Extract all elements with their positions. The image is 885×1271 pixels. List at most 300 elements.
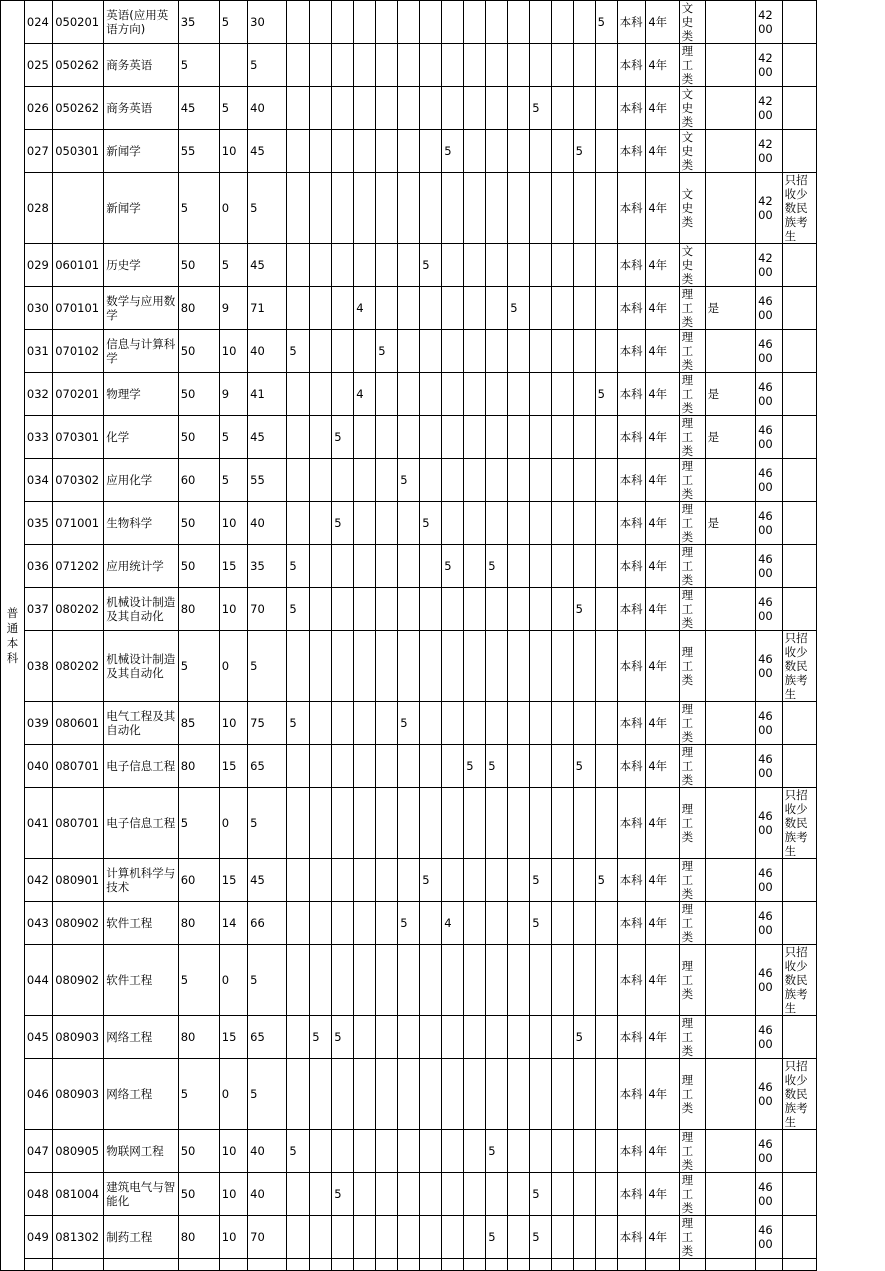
table-cell: 4200	[756, 1, 783, 44]
table-cell: 10	[219, 330, 247, 373]
table-cell	[782, 287, 816, 330]
table-cell	[442, 44, 464, 87]
table-cell	[486, 859, 508, 902]
table-cell	[508, 1059, 530, 1130]
table-row	[1, 244, 885, 287]
table-cell: 41	[248, 373, 287, 416]
table-cell	[420, 373, 442, 416]
table-cell: 5	[332, 416, 354, 459]
table-cell	[486, 416, 508, 459]
table-cell	[595, 545, 617, 588]
table-cell	[420, 631, 442, 702]
table-cell: 026	[24, 87, 52, 130]
table-cell: 50	[178, 502, 219, 545]
table-cell: 50	[178, 545, 219, 588]
table-cell: 080601	[53, 702, 104, 745]
table-cell: 本科	[617, 244, 646, 287]
table-cell: 10	[219, 502, 247, 545]
table-cell: 本科	[617, 1016, 646, 1059]
table-cell: 80	[178, 1216, 219, 1259]
table-cell	[332, 745, 354, 788]
table-cell: 4年	[646, 130, 679, 173]
table-cell	[287, 1059, 310, 1130]
table-cell	[705, 902, 756, 945]
table-cell: 10	[219, 588, 247, 631]
table-cell	[464, 502, 486, 545]
table-cell	[595, 244, 617, 287]
table-cell: 70	[248, 1216, 287, 1259]
table-cell	[508, 859, 530, 902]
table-cell	[287, 244, 310, 287]
table-cell	[219, 44, 247, 87]
table-cell	[508, 1130, 530, 1173]
table-cell	[782, 330, 816, 373]
table-cell	[354, 902, 376, 945]
table-cell: 55	[248, 459, 287, 502]
table-cell	[464, 859, 486, 902]
table-cell: 080902	[53, 945, 104, 1016]
table-cell	[705, 1216, 756, 1259]
table-cell: 5	[486, 545, 508, 588]
table-cell: 物联网工程	[104, 1130, 179, 1173]
table-cell: 本科	[617, 1173, 646, 1216]
table-cell: 5	[398, 902, 420, 945]
table-cell	[595, 945, 617, 1016]
table-cell	[398, 545, 420, 588]
table-cell	[310, 459, 332, 502]
table-cell: 15	[219, 859, 247, 902]
table-row	[1, 545, 885, 588]
table-cell: 本科	[617, 459, 646, 502]
table-cell	[287, 502, 310, 545]
table-cell: 信息与计算科学	[104, 330, 179, 373]
table-row	[1, 902, 885, 945]
table-cell: 0	[219, 945, 247, 1016]
table-cell	[705, 173, 756, 244]
table-cell: 80	[178, 902, 219, 945]
table-cell	[310, 44, 332, 87]
table-cell: 5	[530, 1216, 552, 1259]
table-cell: 4600	[756, 945, 783, 1016]
table-cell	[376, 1130, 398, 1173]
table-cell	[552, 1173, 573, 1216]
table-cell	[530, 44, 552, 87]
table-cell	[486, 87, 508, 130]
table-cell	[530, 1059, 552, 1130]
table-cell: 本科	[617, 173, 646, 244]
table-cell	[310, 173, 332, 244]
table-cell	[332, 631, 354, 702]
table-cell	[679, 1259, 705, 1271]
table-cell	[442, 631, 464, 702]
table-cell	[573, 945, 595, 1016]
table-cell: 本科	[617, 373, 646, 416]
table-cell	[486, 1059, 508, 1130]
table-cell	[595, 902, 617, 945]
table-cell: 5	[573, 745, 595, 788]
table-cell	[782, 588, 816, 631]
table-cell	[464, 1, 486, 44]
table-cell: 50	[178, 373, 219, 416]
table-cell	[782, 502, 816, 545]
table-cell	[287, 44, 310, 87]
table-cell	[782, 1016, 816, 1059]
table-cell: 物理学	[104, 373, 179, 416]
table-cell: 本科	[617, 745, 646, 788]
table-cell	[376, 373, 398, 416]
table-cell	[376, 1259, 398, 1271]
table-cell: 5	[310, 1016, 332, 1059]
table-cell	[310, 87, 332, 130]
table-cell: 4600	[756, 1059, 783, 1130]
table-cell: 4年	[646, 745, 679, 788]
table-cell: 本科	[617, 1059, 646, 1130]
table-cell	[420, 1, 442, 44]
table-cell	[705, 945, 756, 1016]
table-cell	[219, 1259, 247, 1271]
table-cell	[442, 745, 464, 788]
table-cell	[464, 330, 486, 373]
table-cell	[486, 373, 508, 416]
table-cell	[530, 130, 552, 173]
table-row	[1, 702, 885, 745]
table-cell: 软件工程	[104, 945, 179, 1016]
table-cell	[508, 945, 530, 1016]
table-cell	[486, 1, 508, 44]
table-cell	[332, 373, 354, 416]
table-cell	[376, 1016, 398, 1059]
table-cell	[398, 1259, 420, 1271]
table-cell: 是	[705, 287, 756, 330]
table-cell	[508, 631, 530, 702]
table-cell	[508, 1, 530, 44]
table-cell	[552, 416, 573, 459]
table-cell: 5	[287, 545, 310, 588]
table-cell	[530, 373, 552, 416]
table-cell: 理工类	[679, 1059, 705, 1130]
table-row	[1, 330, 885, 373]
table-cell: 本科	[617, 1, 646, 44]
table-cell	[573, 416, 595, 459]
table-cell: 5	[248, 44, 287, 87]
table-cell	[464, 631, 486, 702]
table-cell: 4600	[756, 1130, 783, 1173]
table-cell	[310, 588, 332, 631]
table-cell: 025	[24, 44, 52, 87]
table-cell	[442, 173, 464, 244]
table-cell: 4年	[646, 588, 679, 631]
table-cell: 40	[248, 1173, 287, 1216]
table-cell	[705, 859, 756, 902]
table-cell: 理工类	[679, 702, 705, 745]
table-cell	[782, 459, 816, 502]
category-label: 普通本科	[6, 605, 19, 665]
table-cell	[530, 702, 552, 745]
table-cell	[464, 459, 486, 502]
table-cell	[420, 287, 442, 330]
table-cell: 5	[530, 87, 552, 130]
table-cell	[354, 545, 376, 588]
table-cell	[442, 1173, 464, 1216]
table-cell: 生物科学	[104, 502, 179, 545]
table-cell: 50	[178, 244, 219, 287]
table-cell: 4年	[646, 244, 679, 287]
table-cell: 文史类	[679, 130, 705, 173]
table-cell	[486, 44, 508, 87]
table-cell	[573, 859, 595, 902]
table-cell	[530, 502, 552, 545]
table-cell	[573, 1059, 595, 1130]
table-cell: 5	[398, 702, 420, 745]
table-cell	[595, 87, 617, 130]
table-cell: 5	[442, 545, 464, 588]
table-cell	[595, 745, 617, 788]
table-cell	[782, 545, 816, 588]
table-cell: 5	[332, 502, 354, 545]
table-row	[1, 1, 885, 44]
table-cell	[464, 1016, 486, 1059]
table-cell	[287, 173, 310, 244]
table-cell	[595, 631, 617, 702]
table-cell: 4年	[646, 373, 679, 416]
table-row	[1, 416, 885, 459]
table-cell: 5	[287, 1130, 310, 1173]
table-cell	[595, 1173, 617, 1216]
table-cell: 60	[178, 459, 219, 502]
table-cell	[420, 1173, 442, 1216]
table-cell	[705, 87, 756, 130]
table-cell: 5	[486, 1216, 508, 1259]
table-cell	[508, 502, 530, 545]
table-cell	[376, 631, 398, 702]
table-cell: 045	[24, 1016, 52, 1059]
table-cell: 50	[178, 416, 219, 459]
table-cell: 理工类	[679, 745, 705, 788]
table-cell: 商务英语	[104, 44, 179, 87]
table-cell	[573, 788, 595, 859]
table-cell	[486, 330, 508, 373]
table-cell	[287, 130, 310, 173]
table-cell	[376, 745, 398, 788]
table-cell	[376, 459, 398, 502]
table-cell	[464, 1259, 486, 1271]
table-cell	[376, 859, 398, 902]
table-cell	[782, 130, 816, 173]
table-cell	[53, 1259, 104, 1271]
table-cell: 0	[219, 1059, 247, 1130]
table-cell	[398, 1059, 420, 1130]
table-cell: 理工类	[679, 1216, 705, 1259]
table-cell	[486, 287, 508, 330]
table-cell	[376, 1, 398, 44]
table-cell	[376, 545, 398, 588]
table-cell: 本科	[617, 859, 646, 902]
table-cell: 050262	[53, 87, 104, 130]
table-cell: 机械设计制造及其自动化	[104, 631, 179, 702]
table-cell: 理工类	[679, 1173, 705, 1216]
table-cell: 4年	[646, 1173, 679, 1216]
table-cell: 080701	[53, 788, 104, 859]
table-cell: 5	[178, 788, 219, 859]
table-cell: 10	[219, 1216, 247, 1259]
table-cell	[332, 945, 354, 1016]
table-cell	[310, 244, 332, 287]
table-cell	[376, 588, 398, 631]
table-cell: 5	[420, 244, 442, 287]
table-cell: 本科	[617, 287, 646, 330]
table-cell: 71	[248, 287, 287, 330]
table-cell	[442, 244, 464, 287]
table-cell	[53, 173, 104, 244]
table-cell	[354, 1216, 376, 1259]
table-cell: 4600	[756, 330, 783, 373]
table-cell: 5	[398, 459, 420, 502]
table-cell	[420, 173, 442, 244]
table-row	[1, 745, 885, 788]
table-cell: 4	[442, 902, 464, 945]
table-cell: 0	[219, 173, 247, 244]
table-cell	[552, 44, 573, 87]
table-cell	[464, 545, 486, 588]
table-row	[1, 173, 885, 244]
table-cell: 050201	[53, 1, 104, 44]
table-cell: 042	[24, 859, 52, 902]
table-cell	[332, 1, 354, 44]
table-cell: 30	[248, 1, 287, 44]
table-cell	[508, 1259, 530, 1271]
table-cell	[398, 788, 420, 859]
table-row	[1, 1130, 885, 1173]
table-cell	[508, 702, 530, 745]
table-cell	[705, 244, 756, 287]
table-cell: 40	[248, 87, 287, 130]
table-cell	[376, 788, 398, 859]
table-cell	[782, 373, 816, 416]
table-cell	[573, 702, 595, 745]
table-cell: 046	[24, 1059, 52, 1130]
table-cell: 4	[354, 373, 376, 416]
table-cell: 55	[178, 130, 219, 173]
table-cell	[398, 44, 420, 87]
table-cell	[705, 330, 756, 373]
table-cell	[420, 1016, 442, 1059]
table-cell	[354, 1, 376, 44]
table-cell	[354, 745, 376, 788]
table-cell	[573, 173, 595, 244]
table-cell: 理工类	[679, 902, 705, 945]
table-cell: 40	[248, 1130, 287, 1173]
table-cell: 5	[464, 745, 486, 788]
table-cell	[552, 373, 573, 416]
table-cell: 理工类	[679, 330, 705, 373]
table-cell	[508, 459, 530, 502]
table-cell: 80	[178, 745, 219, 788]
table-cell	[442, 1059, 464, 1130]
table-cell: 5	[376, 330, 398, 373]
table-cell	[310, 945, 332, 1016]
table-cell	[573, 373, 595, 416]
table-cell	[464, 1059, 486, 1130]
table-cell	[354, 330, 376, 373]
table-cell	[464, 44, 486, 87]
table-cell	[376, 945, 398, 1016]
table-cell: 4年	[646, 788, 679, 859]
table-cell: 5	[332, 1016, 354, 1059]
table-cell	[332, 1216, 354, 1259]
table-cell: 只招收少数民族考生	[782, 788, 816, 859]
table-cell	[508, 745, 530, 788]
table-cell: 4600	[756, 702, 783, 745]
table-cell: 化学	[104, 416, 179, 459]
table-cell	[398, 502, 420, 545]
table-cell	[442, 416, 464, 459]
table-cell: 5	[332, 1173, 354, 1216]
table-cell: 5	[219, 459, 247, 502]
table-cell	[552, 588, 573, 631]
table-cell	[376, 287, 398, 330]
table-cell	[552, 287, 573, 330]
table-cell	[398, 1130, 420, 1173]
table-cell: 40	[248, 330, 287, 373]
table-cell: 理工类	[679, 373, 705, 416]
table-cell: 建筑电气与智能化	[104, 1173, 179, 1216]
table-cell: 5	[595, 1, 617, 44]
table-cell	[486, 588, 508, 631]
table-cell: 15	[219, 545, 247, 588]
table-cell	[398, 244, 420, 287]
table-cell	[398, 330, 420, 373]
table-cell	[782, 87, 816, 130]
table-cell	[464, 1173, 486, 1216]
table-cell	[420, 1130, 442, 1173]
table-cell: 4600	[756, 1016, 783, 1059]
table-cell	[398, 416, 420, 459]
table-cell	[287, 902, 310, 945]
table-cell	[552, 173, 573, 244]
table-row	[1, 1173, 885, 1216]
table-cell	[486, 945, 508, 1016]
table-cell	[573, 1130, 595, 1173]
table-cell: 本科	[617, 330, 646, 373]
table-cell	[552, 745, 573, 788]
table-row	[1, 287, 885, 330]
table-cell: 071001	[53, 502, 104, 545]
table-cell	[705, 1059, 756, 1130]
table-cell: 文史类	[679, 244, 705, 287]
table-cell	[530, 788, 552, 859]
table-cell: 080901	[53, 859, 104, 902]
table-cell	[705, 130, 756, 173]
table-cell	[354, 244, 376, 287]
table-cell	[552, 631, 573, 702]
table-cell	[354, 1130, 376, 1173]
table-cell	[552, 130, 573, 173]
table-cell: 080903	[53, 1059, 104, 1130]
table-cell	[464, 788, 486, 859]
table-cell: 9	[219, 373, 247, 416]
table-cell: 4年	[646, 902, 679, 945]
table-cell: 45	[248, 416, 287, 459]
table-cell	[552, 87, 573, 130]
table-cell: 4年	[646, 631, 679, 702]
table-cell	[376, 416, 398, 459]
table-cell	[354, 1259, 376, 1271]
table-cell	[178, 1259, 219, 1271]
table-cell	[332, 130, 354, 173]
table-cell: 4年	[646, 287, 679, 330]
table-cell	[552, 702, 573, 745]
table-cell	[573, 631, 595, 702]
